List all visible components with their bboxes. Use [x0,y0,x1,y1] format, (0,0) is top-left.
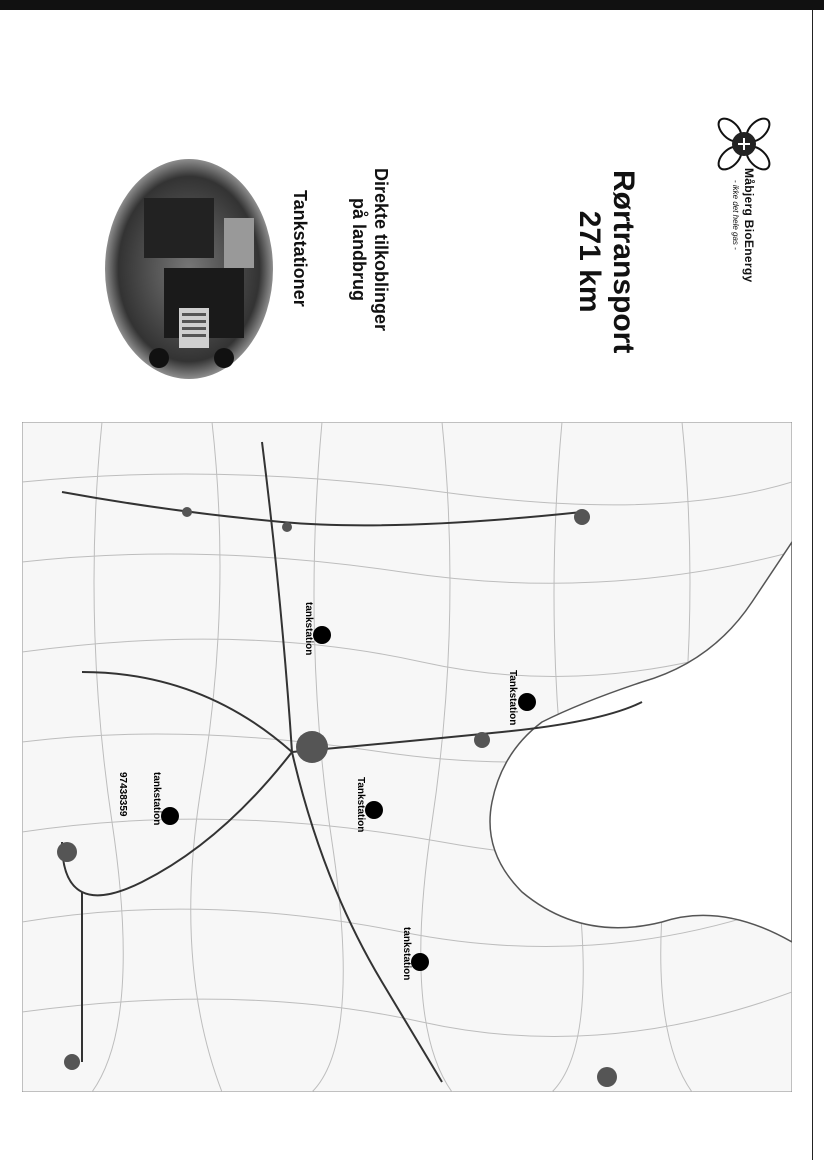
tank-heading: Tankstationer [290,190,310,307]
subtitle-block [348,168,392,331]
scan-right-edge [812,10,813,1160]
scan-top-edge [0,0,824,10]
marker-4-label: tankstation [151,772,162,826]
maabjerg-logo [712,112,776,176]
title-block [572,170,640,353]
tank-heading-block [289,190,310,307]
marker-2-label: Tankstation [507,670,518,726]
marker-1-label: tankstation [303,602,314,656]
subtitle-line-2: på landbrug [349,198,369,302]
subtitle-line-1: Direkte tilkoblinger [371,168,391,332]
brand-name: Måbjerg BioEnergy [742,168,756,283]
brand-block [731,168,758,282]
brand-tagline: - ikke det hele gas - [731,180,740,250]
marker-5-label: tankstation [401,927,412,981]
truck-photo [104,158,274,380]
title-line-2: 271 km [573,210,606,313]
title-line-1: Rørtransport [607,170,640,354]
region-map [22,422,792,1092]
marker-3-label: Tankstation [355,777,366,833]
phone-annotation: 97438359 [117,772,128,817]
